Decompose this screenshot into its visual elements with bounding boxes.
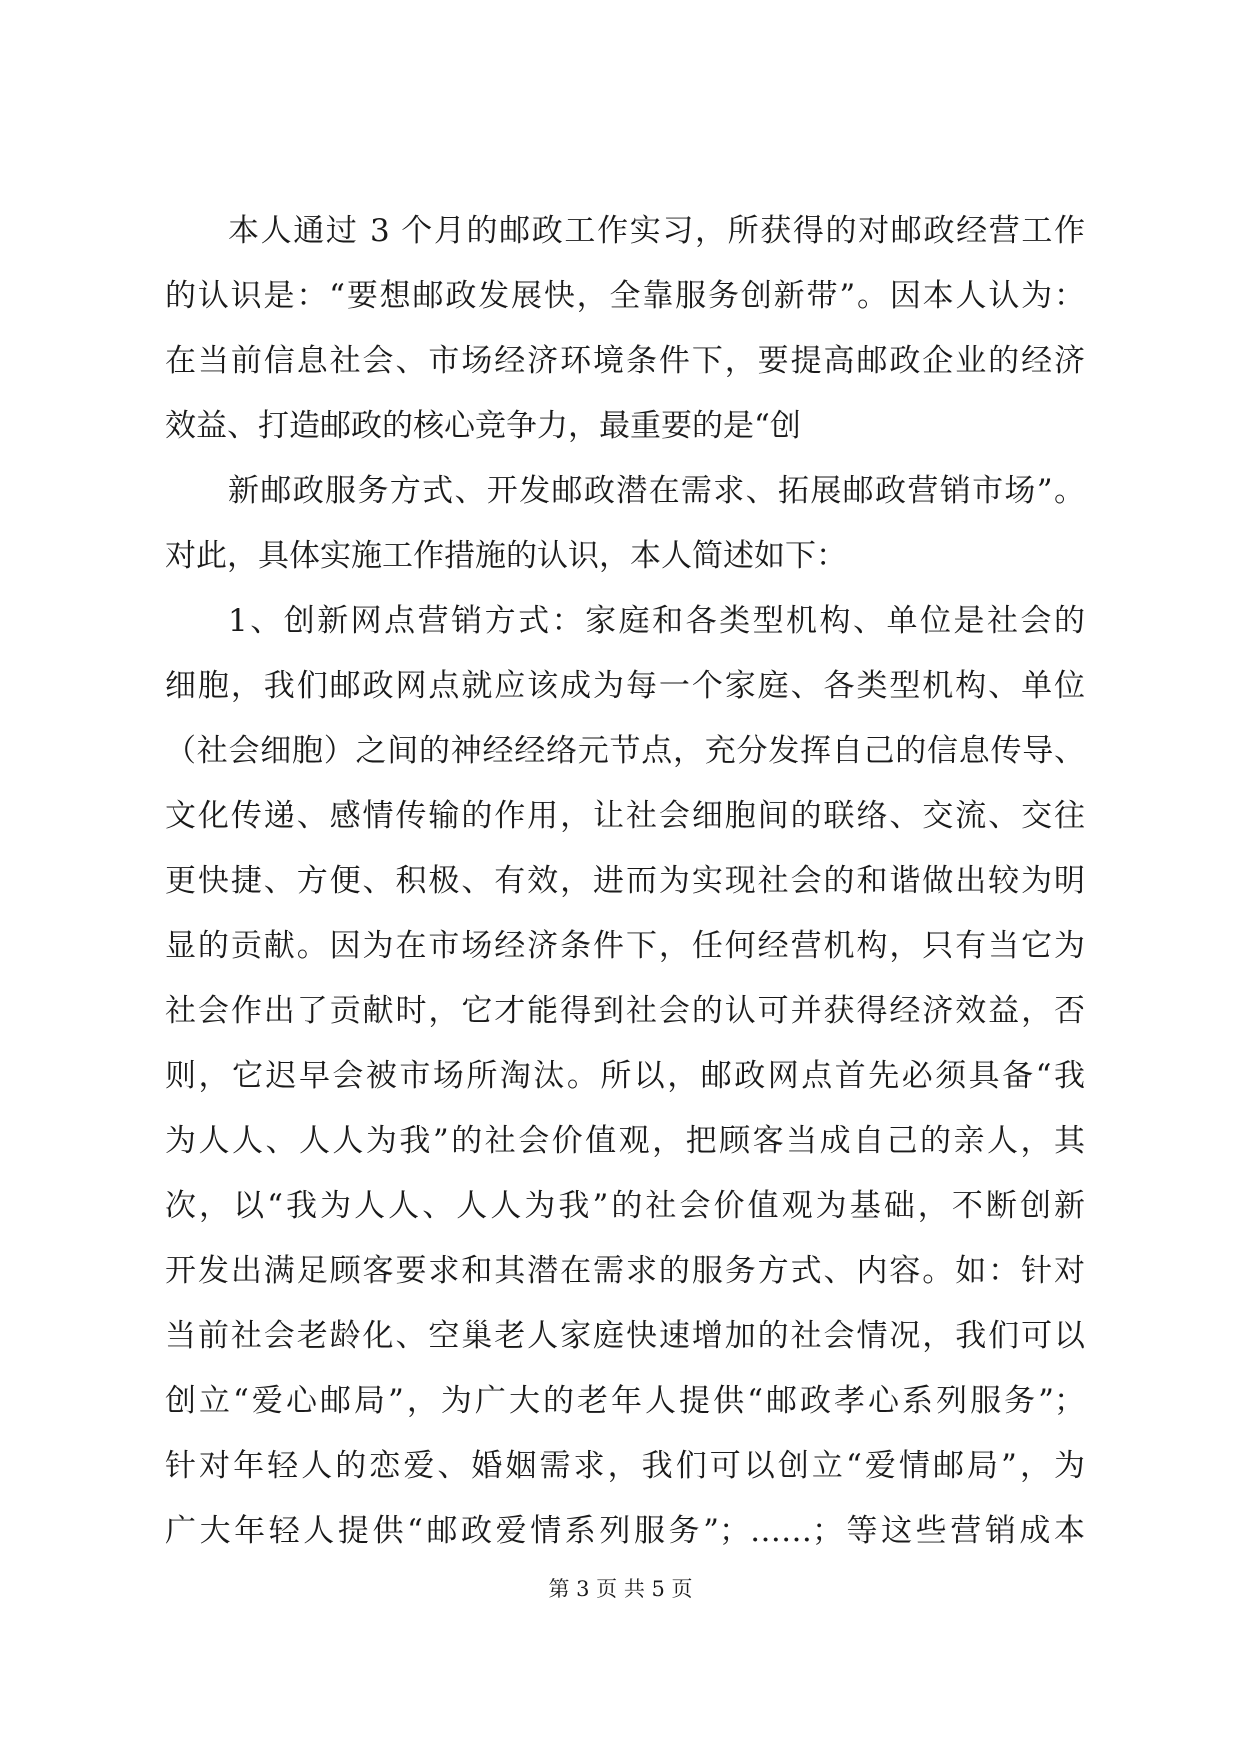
paragraph-line: 新邮政服务方式、开发邮政潜在需求、拓展邮政营销市场”。 bbox=[228, 473, 1085, 509]
paragraph-line: 则，它迟早会被市场所淘汰。所以，邮政网点首先必须具备“我 bbox=[165, 1058, 1085, 1094]
paragraph-line: 更快捷、方便、积极、有效，进而为实现社会的和谐做出较为明 bbox=[165, 863, 1085, 899]
paragraph-line: 开发出满足顾客要求和其潜在需求的服务方式、内容。如：针对 bbox=[165, 1253, 1085, 1289]
paragraph-line: 的认识是：“要想邮政发展快，全靠服务创新带”。因本人认为： bbox=[165, 278, 1085, 314]
paragraph-line: 当前社会老龄化、空巢老人家庭快速增加的社会情况，我们可以 bbox=[165, 1318, 1085, 1354]
paragraph-line: 对此，具体实施工作措施的认识，本人简述如下： bbox=[165, 538, 847, 574]
paragraph-line: 为人人、人人为我”的社会价值观，把顾客当成自己的亲人，其 bbox=[165, 1123, 1085, 1159]
paragraph-line: 文化传递、感情传输的作用，让社会细胞间的联络、交流、交往 bbox=[165, 798, 1085, 834]
page-footer: 第 3 页 共 5 页 bbox=[548, 1577, 693, 1601]
paragraph-line: 创立“爱心邮局”，为广大的老年人提供“邮政孝心系列服务”； bbox=[165, 1383, 1085, 1419]
paragraph-line: 1、创新网点营销方式：家庭和各类型机构、单位是社会的 bbox=[228, 603, 1085, 639]
paragraph-line: 显的贡献。因为在市场经济条件下，任何经营机构，只有当它为 bbox=[165, 928, 1085, 964]
paragraph-line: 针对年轻人的恋爱、婚姻需求，我们可以创立“爱情邮局”，为 bbox=[165, 1448, 1085, 1484]
paragraph-line: 社会作出了贡献时，它才能得到社会的认可并获得经济效益，否 bbox=[165, 993, 1085, 1029]
paragraph-line: 在当前信息社会、市场经济环境条件下，要提高邮政企业的经济 bbox=[165, 343, 1085, 379]
paragraph-line: 本人通过 3 个月的邮政工作实习，所获得的对邮政经营工作 bbox=[228, 213, 1085, 249]
paragraph-line: 效益、打造邮政的核心竞争力，最重要的是“创 bbox=[165, 408, 801, 444]
paragraph-line: 广大年轻人提供“邮政爱情系列服务”；……；等这些营销成本 bbox=[165, 1513, 1085, 1549]
paragraph-line: 细胞，我们邮政网点就应该成为每一个家庭、各类型机构、单位 bbox=[165, 668, 1085, 704]
paragraph-line: （社会细胞）之间的神经经络元节点，充分发挥自己的信息传导、 bbox=[165, 733, 1085, 769]
paragraph-line: 次，以“我为人人、人人为我”的社会价值观为基础，不断创新 bbox=[165, 1188, 1085, 1224]
